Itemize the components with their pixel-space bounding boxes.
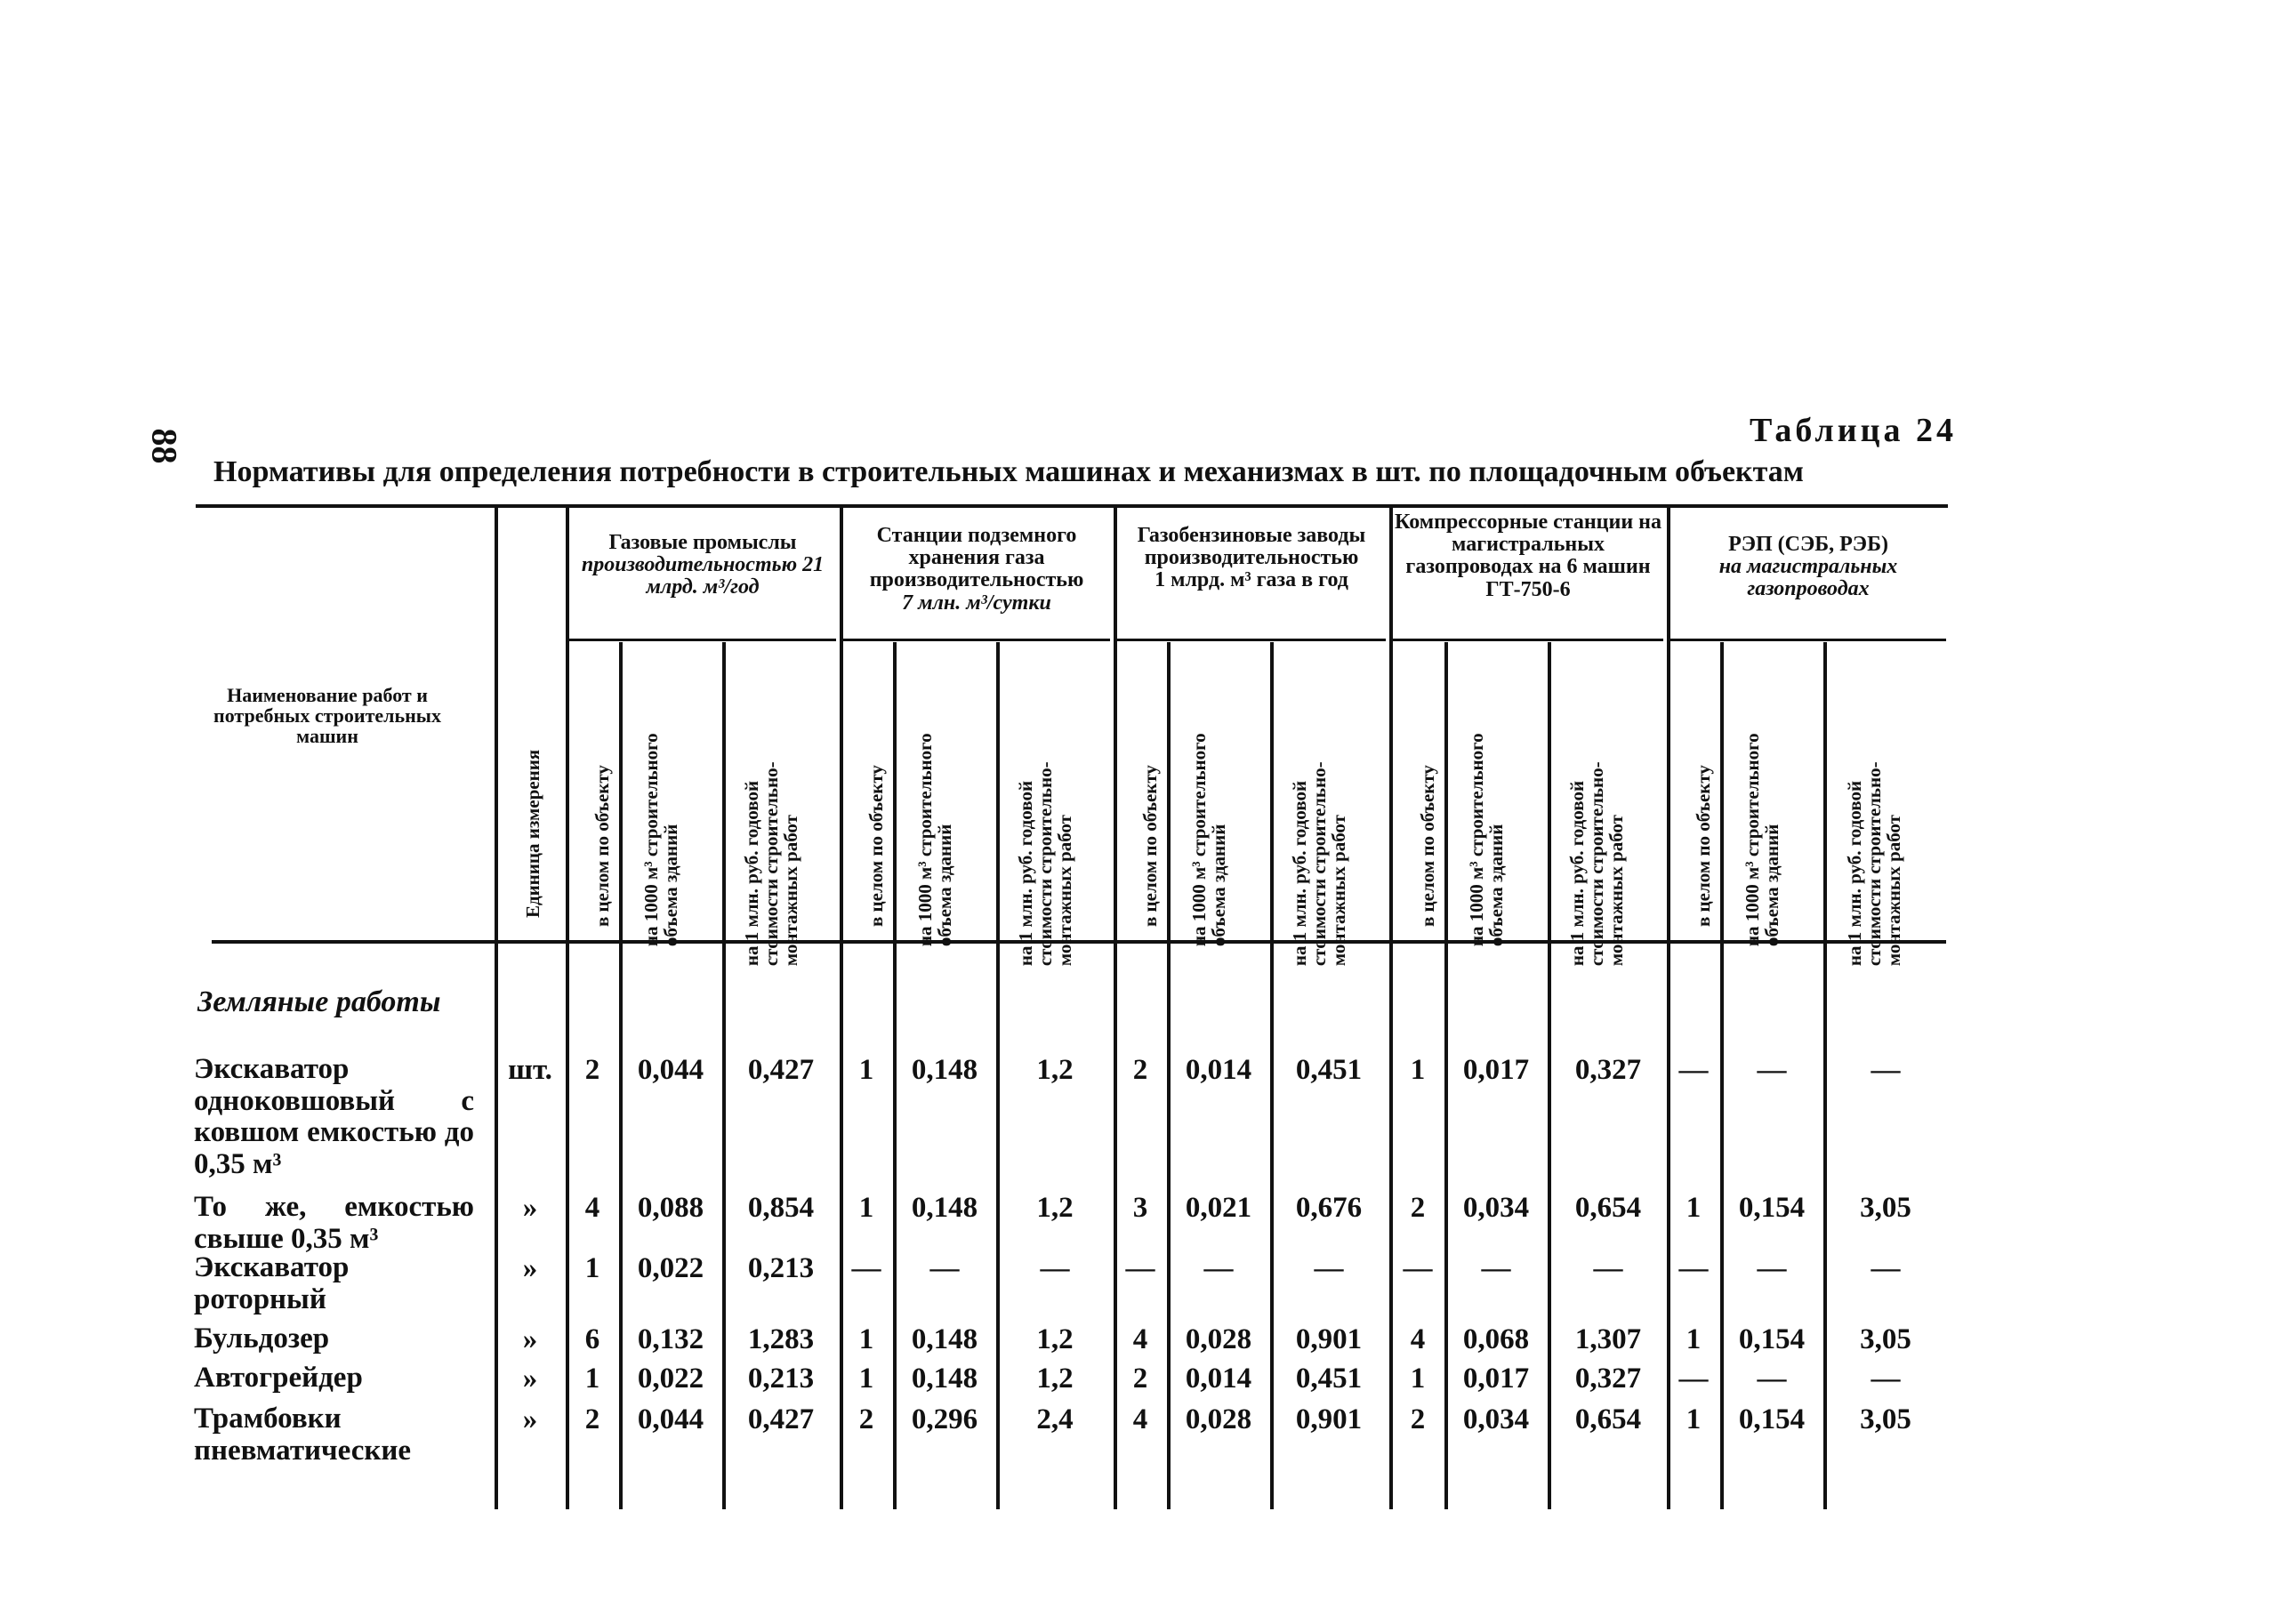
row-unit: » (522, 1323, 538, 1355)
table-cell: 1 (1686, 1192, 1702, 1224)
group-underline-3 (1117, 639, 1386, 641)
subheader-per-million-rub: на 1 млн. руб. годовой стоимости строительно-монтажных работ (1288, 761, 1349, 967)
row-unit: шт. (508, 1054, 552, 1086)
row-name: Бульдозер (194, 1323, 330, 1355)
group-header-gas-plants (1117, 525, 1386, 592)
subheader-per-million-rub: на 1 млн. руб. годовой стоимости строительно-монтажных работ (740, 761, 801, 967)
table-cell: 0,296 (911, 1403, 978, 1435)
group-header-underground-storage (843, 525, 1110, 615)
subheader-per-million-rub: на 1 млн. руб. годовой стоимости строительно-монтажных работ (1843, 761, 1904, 967)
table-cell: 1 (1410, 1054, 1426, 1086)
row-name: Экскаватор одноковшовый с ковшом емкостью до 0,35 м³ (194, 1053, 474, 1180)
group-header-line: на магистральных газопроводах (1718, 555, 1898, 601)
row-name: Трамбовки пневматические (194, 1403, 412, 1467)
table-cell: 1 (858, 1192, 874, 1224)
table-cell: 0,132 (637, 1323, 704, 1355)
table-cell: 0,154 (1738, 1323, 1806, 1355)
table-cell: 0,028 (1185, 1403, 1252, 1435)
table-cell: 2 (1132, 1363, 1148, 1395)
table-cell: 0,088 (637, 1192, 704, 1224)
table-cell: — (851, 1252, 881, 1284)
table-cell: 2,4 (1036, 1403, 1074, 1435)
unit-column-divider (495, 504, 498, 1509)
table-cell: 0,427 (747, 1054, 815, 1086)
table-cell: — (1203, 1252, 1234, 1284)
group-header-rep (1670, 534, 1946, 601)
subheader-whole-object: в целом по объекту (865, 765, 887, 928)
table-cell: 0,068 (1462, 1323, 1530, 1355)
table-cell: 2 (584, 1054, 600, 1086)
table-cell: 0,028 (1185, 1323, 1252, 1355)
section-title: Земляные работы (197, 985, 441, 1018)
table-cell: 0,451 (1295, 1363, 1363, 1395)
top-rule (196, 504, 1948, 508)
table-cell: 1 (1410, 1363, 1426, 1395)
table-cell: 0,044 (637, 1403, 704, 1435)
subheader-per-1000m3: на 1000 м³ строительного объема зданий (640, 733, 681, 947)
table-cell: — (1871, 1252, 1901, 1284)
group-divider-3 (1114, 504, 1117, 1509)
subheader-per-million-rub: на 1 млн. руб. годовой стоимости строительно-монтажных работ (1565, 761, 1627, 967)
table-cell: 1 (1686, 1323, 1702, 1355)
table-label: Таблица 24 (1749, 412, 1957, 449)
table-cell: 0,451 (1295, 1054, 1363, 1086)
row-name: Экскаватор роторный (194, 1251, 350, 1315)
table-cell: 0,901 (1295, 1323, 1363, 1355)
header-bottom-rule (212, 940, 1946, 944)
group-underline-5 (1670, 639, 1946, 641)
subheader-whole-object: в целом по объекту (1416, 765, 1438, 928)
table-cell: 0,148 (911, 1192, 978, 1224)
group-underline-1 (569, 639, 836, 641)
table-cell: 0,901 (1295, 1403, 1363, 1435)
table-cell: — (1314, 1252, 1344, 1284)
table-cell: 0,148 (911, 1323, 978, 1355)
table-cell: 0,327 (1574, 1054, 1642, 1086)
group-header-line: РЭП (СЭБ, РЭБ) (1728, 533, 1888, 556)
table-cell: 1,2 (1036, 1054, 1074, 1086)
table-cell: 0,034 (1462, 1192, 1530, 1224)
table-cell: 0,044 (637, 1054, 704, 1086)
group-header-line: 7 млн. м³/сутки (902, 591, 1051, 615)
table-cell: 0,213 (747, 1252, 815, 1284)
table-cell: 3,05 (1860, 1403, 1911, 1435)
table-cell: 0,014 (1185, 1054, 1252, 1086)
group-header-gas-fields (569, 532, 836, 599)
table-cell: 0,034 (1462, 1403, 1530, 1435)
table-cell: 1 (858, 1323, 874, 1355)
subheader-per-1000m3: на 1000 м³ строительного объема зданий (1741, 733, 1782, 947)
table-cell: 0,017 (1462, 1054, 1530, 1086)
table-cell: 6 (584, 1323, 600, 1355)
table-cell: 0,021 (1185, 1192, 1252, 1224)
unit-column-header: Единица измерения (521, 749, 543, 919)
row-name: Автогрейдер (194, 1362, 363, 1394)
table-cell: 2 (1410, 1403, 1426, 1435)
table-cell: 1 (1686, 1403, 1702, 1435)
table-cell: 0,017 (1462, 1363, 1530, 1395)
table-cell: 3 (1132, 1192, 1148, 1224)
subheader-whole-object: в целом по объекту (1138, 765, 1161, 928)
group-header-compressor-stations (1393, 511, 1663, 601)
row-unit: » (522, 1403, 538, 1435)
table-cell: 0,213 (747, 1363, 815, 1395)
row-unit: » (522, 1252, 538, 1284)
table-cell: — (1871, 1363, 1901, 1395)
table-cell: 2 (858, 1403, 874, 1435)
page-number: 88 (144, 428, 185, 464)
table-cell: 2 (1132, 1054, 1148, 1086)
table-cell: 0,427 (747, 1403, 815, 1435)
table-cell: 3,05 (1860, 1192, 1911, 1224)
group-header-line: Газовые промыслы (608, 531, 797, 554)
table-cell: — (1757, 1363, 1787, 1395)
row-name: То же, емкостью свыше 0,35 м³ (194, 1191, 474, 1255)
table-cell: 0,014 (1185, 1363, 1252, 1395)
table-cell: 1,2 (1036, 1363, 1074, 1395)
table-cell: 4 (1132, 1323, 1148, 1355)
name-column-header: Наименование работ и потребных строительных машин (213, 684, 441, 748)
group-header-line: Компрессорные станции на магистральных газопроводах на 6 машин (1395, 511, 1661, 579)
table-cell: 0,654 (1574, 1403, 1642, 1435)
row-unit: » (522, 1192, 538, 1224)
table-cell: — (1871, 1054, 1901, 1086)
group-header-line: Газобензиновые заводы производительностью (1137, 524, 1366, 570)
table-cell: 0,154 (1738, 1403, 1806, 1435)
table-cell: 0,022 (637, 1252, 704, 1284)
group-underline-4 (1393, 639, 1663, 641)
table-cell: 0,148 (911, 1363, 978, 1395)
subheader-per-million-rub: на 1 млн. руб. годовой стоимости строительно-монтажных работ (1014, 761, 1075, 967)
subheader-per-1000m3: на 1000 м³ строительного объема зданий (1465, 733, 1507, 947)
subheader-whole-object: в целом по объекту (591, 765, 613, 928)
table-cell: — (1678, 1363, 1709, 1395)
table-cell: 1 (858, 1054, 874, 1086)
group-divider-2 (840, 504, 843, 1509)
table-cell: 1 (858, 1363, 874, 1395)
table-cell: 1,307 (1574, 1323, 1642, 1355)
group-header-line: ГТ-750-6 (1485, 577, 1571, 601)
table-cell: — (929, 1252, 960, 1284)
group-header-line: 1 млрд. м³ газа в год (1155, 568, 1348, 592)
table-cell: 1,2 (1036, 1192, 1074, 1224)
subheader-per-1000m3: на 1000 м³ строительного объема зданий (913, 733, 955, 947)
table-cell: 0,676 (1295, 1192, 1363, 1224)
table-cell: 4 (1132, 1403, 1148, 1435)
table-cell: 0,327 (1574, 1363, 1642, 1395)
table-cell: 1,283 (747, 1323, 815, 1355)
table-cell: 4 (584, 1192, 600, 1224)
subheader-whole-object: в целом по объекту (1692, 765, 1714, 928)
table-cell: — (1757, 1252, 1787, 1284)
table-cell: 1,2 (1036, 1323, 1074, 1355)
group-divider-5 (1667, 504, 1670, 1509)
row-unit: » (522, 1363, 538, 1395)
group-divider-4 (1389, 504, 1393, 1509)
table-cell: — (1403, 1252, 1433, 1284)
table-cell: 2 (584, 1403, 600, 1435)
table-cell: 3,05 (1860, 1323, 1911, 1355)
group-underline-2 (843, 639, 1110, 641)
table-cell: — (1593, 1252, 1623, 1284)
table-cell: — (1481, 1252, 1511, 1284)
group-header-line: Станции подземного хранения газа производительностью (869, 524, 1084, 592)
table-cell: — (1125, 1252, 1155, 1284)
table-cell: — (1040, 1252, 1070, 1284)
table-cell: — (1678, 1054, 1709, 1086)
table-cell: 1 (584, 1252, 600, 1284)
table-cell: 0,154 (1738, 1192, 1806, 1224)
table-cell: 4 (1410, 1323, 1426, 1355)
table-cell: 2 (1410, 1192, 1426, 1224)
table-cell: — (1678, 1252, 1709, 1284)
table-cell: 0,022 (637, 1363, 704, 1395)
table-cell: 0,654 (1574, 1192, 1642, 1224)
group-divider-1 (566, 504, 569, 1509)
table-cell: 0,148 (911, 1054, 978, 1086)
group-header-line: производительностью 21 млрд. м³/год (581, 553, 825, 599)
table-cell: 1 (584, 1363, 600, 1395)
table-cell: — (1757, 1054, 1787, 1086)
subheader-per-1000m3: на 1000 м³ строительного объема зданий (1187, 733, 1229, 947)
table-cell: 0,854 (747, 1192, 815, 1224)
table-title: Нормативы для определения потребности в строительных машинах и механизмах в шт. по площадочным объектам (213, 455, 1804, 488)
